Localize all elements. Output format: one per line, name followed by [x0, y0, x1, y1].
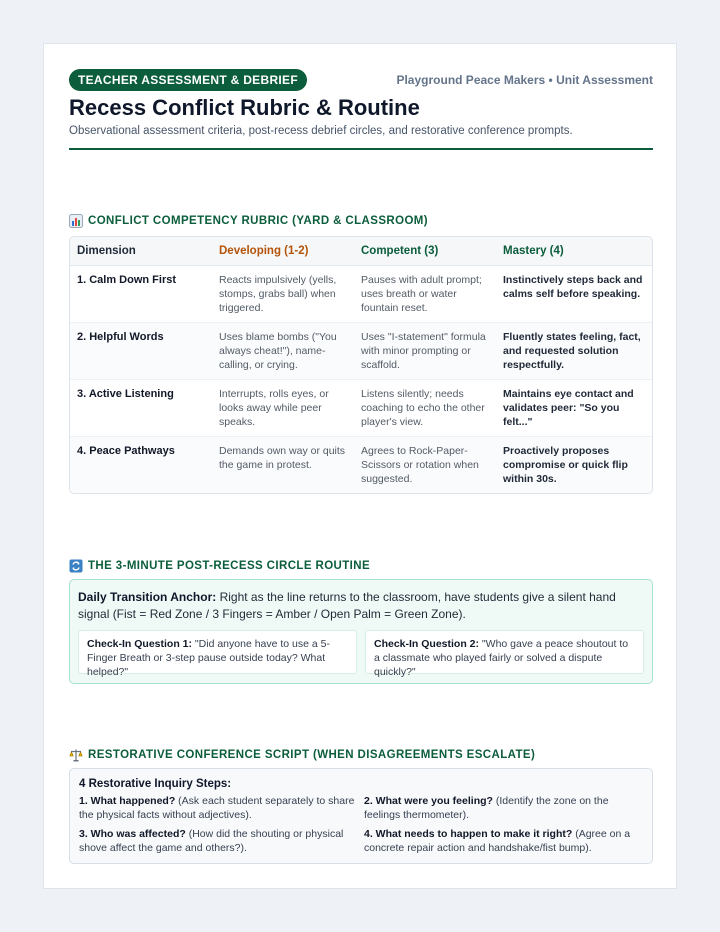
step-text: (Agree on a concrete repair action and handshake/fist bump).	[364, 828, 631, 854]
table-row	[70, 436, 653, 493]
column-header-dimension: Dimension	[70, 237, 212, 265]
rubric-header-row	[70, 237, 653, 265]
restorative-script-card	[69, 768, 653, 864]
cycle-arrows-icon	[69, 559, 83, 573]
step-text: (Ask each student separately to share the physical facts without adjectives).	[79, 795, 355, 821]
column-header-competent: Competent (3)	[354, 237, 496, 265]
checkin-question-2	[365, 630, 644, 678]
page-subtitle: Observational assessment criteria, post-recess debrief circles, and restorative conference prompts.	[69, 125, 573, 137]
rubric-heading-text: CONFLICT COMPETENCY RUBRIC (YARD & CLASSROOM)	[88, 215, 429, 227]
competent-cell: Agrees to Rock-Paper-Scissors or rotation when suggested.	[354, 436, 496, 493]
circle-heading-text: THE 3-MINUTE POST-RECESS CIRCLE ROUTINE	[88, 560, 371, 572]
step-text: (Identify the zone on the feelings thermometer).	[364, 795, 609, 821]
competent-cell: Uses "I-statement" formula with minor prompting or scaffold.	[354, 322, 496, 379]
rubric-heading	[69, 214, 653, 228]
developing-cell: Interrupts, rolls eyes, or looks away while peer speaks.	[212, 379, 354, 436]
dimension-cell: 1. Calm Down First	[70, 265, 212, 322]
competent-cell: Listens silently; needs coaching to echo the other player's view.	[354, 379, 496, 436]
mastery-cell: Fluently states feeling, fact, and requested solution respectfully.	[496, 322, 653, 379]
inquiry-step	[364, 828, 649, 855]
rubric-table	[69, 236, 653, 494]
column-header-developing: Developing (1-2)	[212, 237, 354, 265]
inquiry-steps	[79, 795, 643, 855]
developing-cell: Uses blame bombs ("You always cheat!"), name-calling, or crying.	[212, 322, 354, 379]
page-title: Recess Conflict Rubric & Routine	[69, 95, 420, 120]
checkin-question-1	[78, 630, 357, 678]
q1-text: "Did anyone have to use a 5-Finger Breath or 3-step pause outside today? What helped?"	[87, 638, 330, 678]
column-header-mastery: Mastery (4)	[496, 237, 653, 265]
bar-chart-icon	[69, 214, 83, 228]
circle-heading	[69, 559, 653, 573]
dimension-cell: 2. Helpful Words	[70, 322, 212, 379]
step-label: 4. What needs to happen to make it right?	[364, 828, 573, 840]
mastery-cell: Instinctively steps back and calms self before speaking.	[496, 265, 653, 322]
dimension-cell: 3. Active Listening	[70, 379, 212, 436]
anchor-text: Right as the line returns to the classroom, have students give a silent hand signal (Fist = Red Zone / 3 Fingers = Amber / Open Palm = Green Zone).	[78, 590, 616, 621]
mastery-cell: Proactively proposes compromise or quick flip within 30s.	[496, 436, 653, 493]
table-row	[70, 322, 653, 379]
step-label: 2. What were you feeling?	[364, 795, 493, 807]
table-row	[70, 265, 653, 322]
mastery-cell: Maintains eye contact and validates peer: "So you felt..."	[496, 379, 653, 436]
step-text: (How did the shouting or physical shove affect the game and others?).	[79, 828, 344, 854]
script-heading	[69, 748, 653, 762]
developing-cell: Reacts impulsively (yells, stomps, grabs ball) when triggered.	[212, 265, 354, 322]
script-heading-text: RESTORATIVE CONFERENCE SCRIPT (WHEN DISAGREEMENTS ESCALATE)	[88, 749, 536, 761]
developing-cell: Demands own way or quits the game in protest.	[212, 436, 354, 493]
circle-routine-card	[69, 579, 653, 684]
script-title: 4 Restorative Inquiry Steps:	[79, 778, 232, 790]
assessment-page	[43, 43, 677, 889]
competent-cell: Pauses with adult prompt; uses breath or water fountain reset.	[354, 265, 496, 322]
dimension-cell: 4. Peace Pathways	[70, 436, 212, 493]
step-label: 1. What happened?	[79, 795, 176, 807]
transition-anchor	[78, 589, 644, 623]
q2-text: "Who gave a peace shoutout to a classmate who played fairly or solved a dispute quickly?"	[374, 638, 629, 678]
q1-label: Check-In Question 1:	[87, 638, 193, 650]
table-row	[70, 379, 653, 436]
anchor-label: Daily Transition Anchor:	[78, 590, 217, 604]
header-bar	[69, 69, 653, 91]
inquiry-step	[364, 795, 649, 822]
unit-meta: Playground Peace Makers • Unit Assessment	[396, 73, 653, 87]
inquiry-step	[79, 828, 364, 855]
scales-icon	[69, 748, 83, 762]
inquiry-step	[79, 795, 364, 822]
header-divider	[69, 148, 653, 150]
step-label: 3. Who was affected?	[79, 828, 186, 840]
checkin-questions	[78, 630, 644, 678]
assessment-badge: TEACHER ASSESSMENT & DEBRIEF	[69, 69, 307, 91]
q2-label: Check-In Question 2:	[374, 638, 480, 650]
